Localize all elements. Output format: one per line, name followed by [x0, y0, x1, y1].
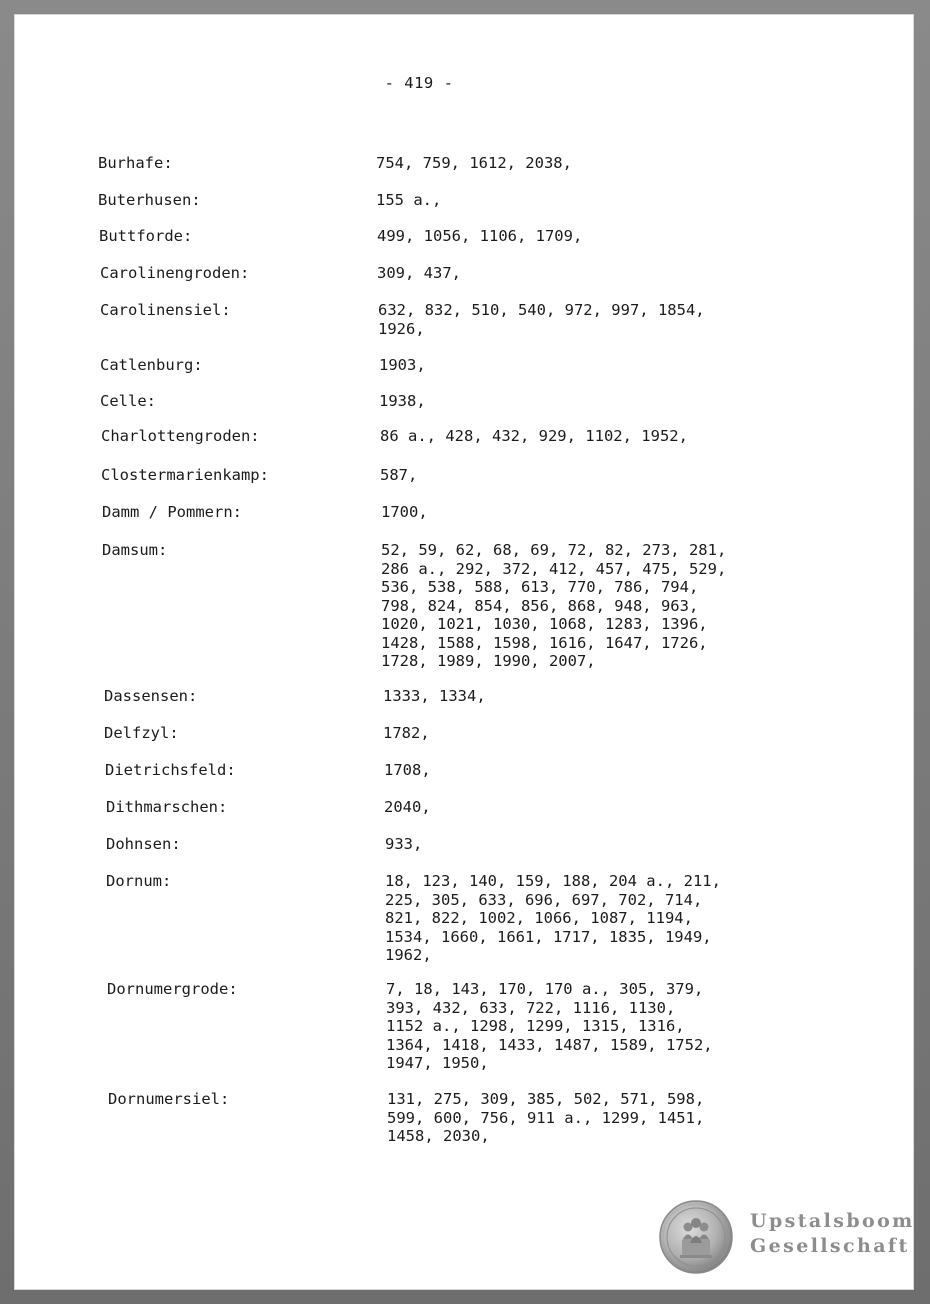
- reference-line: 1152 a., 1298, 1299, 1315, 1316,: [386, 1017, 685, 1035]
- reference-line: 86 a., 428, 432, 929, 1102, 1952,: [380, 427, 688, 445]
- publisher-logo: [658, 1199, 915, 1275]
- reference-line: 286 a., 292, 372, 412, 457, 475, 529,: [381, 559, 727, 578]
- reference-numbers: [385, 835, 825, 854]
- page-number: - 419 -: [384, 74, 454, 92]
- reference-numbers: [378, 301, 818, 338]
- reference-line: 131, 275, 309, 385, 502, 571, 598,: [387, 1090, 705, 1108]
- reference-numbers: [377, 264, 817, 283]
- reference-numbers: [387, 1090, 827, 1146]
- reference-numbers: [379, 392, 819, 411]
- place-name: Dohnsen:: [106, 835, 181, 853]
- place-name: Buttforde:: [99, 227, 193, 245]
- place-name: Dithmarschen:: [106, 798, 228, 816]
- place-name: Carolinengroden:: [100, 264, 250, 282]
- document-page: [14, 14, 914, 1290]
- reference-line: 1020, 1021, 1030, 1068, 1283, 1396,: [381, 615, 708, 633]
- reference-line: 1700,: [381, 503, 428, 521]
- place-name: Damm / Pommern:: [102, 503, 242, 521]
- reference-line: 1903,: [379, 356, 426, 374]
- place-name: Dornum:: [106, 872, 172, 890]
- reference-line: 499, 1056, 1106, 1709,: [377, 227, 583, 245]
- reference-numbers: [377, 227, 817, 246]
- reference-numbers: [381, 503, 821, 522]
- reference-line: 1938,: [379, 392, 426, 410]
- reference-line: 599, 600, 756, 911 a., 1299, 1451,: [387, 1108, 705, 1127]
- place-name: Carolinensiel:: [100, 301, 231, 319]
- reference-line: 1947, 1950,: [386, 1054, 489, 1072]
- reference-line: 393, 432, 633, 722, 1116, 1130,: [386, 998, 676, 1017]
- reference-numbers: [380, 427, 820, 446]
- reference-line: 933,: [385, 835, 423, 853]
- reference-numbers: [384, 761, 824, 780]
- reference-line: 18, 123, 140, 159, 188, 204 a., 211,: [385, 872, 721, 890]
- reference-line: 1428, 1588, 1598, 1616, 1647, 1726,: [381, 633, 708, 652]
- reference-numbers: [385, 872, 825, 965]
- reference-numbers: [383, 687, 823, 706]
- place-name: Celle:: [100, 392, 156, 410]
- reference-line: 632, 832, 510, 540, 972, 997, 1854,: [378, 301, 705, 319]
- place-name: Dornumergrode:: [107, 980, 238, 998]
- reference-line: 1962,: [385, 946, 432, 964]
- reference-line: 52, 59, 62, 68, 69, 72, 82, 273, 281,: [381, 541, 727, 559]
- seal-emblem-icon: [658, 1199, 734, 1275]
- place-name: Catlenburg:: [100, 356, 203, 374]
- place-name: Dassensen:: [104, 687, 198, 705]
- reference-line: 2040,: [384, 798, 431, 816]
- reference-line: 225, 305, 633, 696, 697, 702, 714,: [385, 890, 703, 909]
- reference-line: 1534, 1660, 1661, 1717, 1835, 1949,: [385, 927, 712, 946]
- reference-line: 821, 822, 1002, 1066, 1087, 1194,: [385, 909, 693, 927]
- reference-line: 1782,: [383, 724, 430, 742]
- place-name: Dornumersiel:: [108, 1090, 230, 1108]
- place-name: Clostermarienkamp:: [101, 466, 269, 484]
- reference-line: 587,: [380, 466, 418, 484]
- reference-line: 309, 437,: [377, 264, 461, 282]
- reference-line: 7, 18, 143, 170, 170 a., 305, 379,: [386, 980, 704, 998]
- reference-numbers: [380, 466, 820, 485]
- place-name: Delfzyl:: [104, 724, 179, 742]
- reference-line: 1926,: [378, 319, 425, 338]
- reference-line: 1364, 1418, 1433, 1487, 1589, 1752,: [386, 1035, 713, 1054]
- reference-line: 1333, 1334,: [383, 687, 486, 705]
- place-name: Dietrichsfeld:: [105, 761, 236, 779]
- reference-line: 1458, 2030,: [387, 1127, 490, 1145]
- reference-numbers: [381, 541, 821, 671]
- reference-numbers: [379, 356, 819, 375]
- logo-line-2: Gesellschaft: [750, 1235, 910, 1257]
- reference-line: 155 a.,: [376, 191, 442, 209]
- place-name: Charlottengroden:: [101, 427, 260, 445]
- logo-wordmark: [750, 1209, 915, 1259]
- reference-line: 536, 538, 588, 613, 770, 786, 794,: [381, 578, 699, 596]
- reference-line: 1708,: [384, 761, 431, 779]
- place-name: Damsum:: [102, 541, 168, 559]
- place-name: Burhafe:: [98, 154, 173, 172]
- reference-numbers: [386, 980, 826, 1073]
- reference-numbers: [376, 154, 816, 173]
- reference-line: 798, 824, 854, 856, 868, 948, 963,: [381, 596, 699, 615]
- reference-line: 754, 759, 1612, 2038,: [376, 154, 572, 172]
- reference-numbers: [376, 191, 816, 210]
- place-name: Buterhusen:: [98, 191, 201, 209]
- reference-line: 1728, 1989, 1990, 2007,: [381, 652, 596, 670]
- logo-line-1: Upstalsboom: [750, 1210, 915, 1232]
- reference-numbers: [384, 798, 824, 817]
- reference-numbers: [383, 724, 823, 743]
